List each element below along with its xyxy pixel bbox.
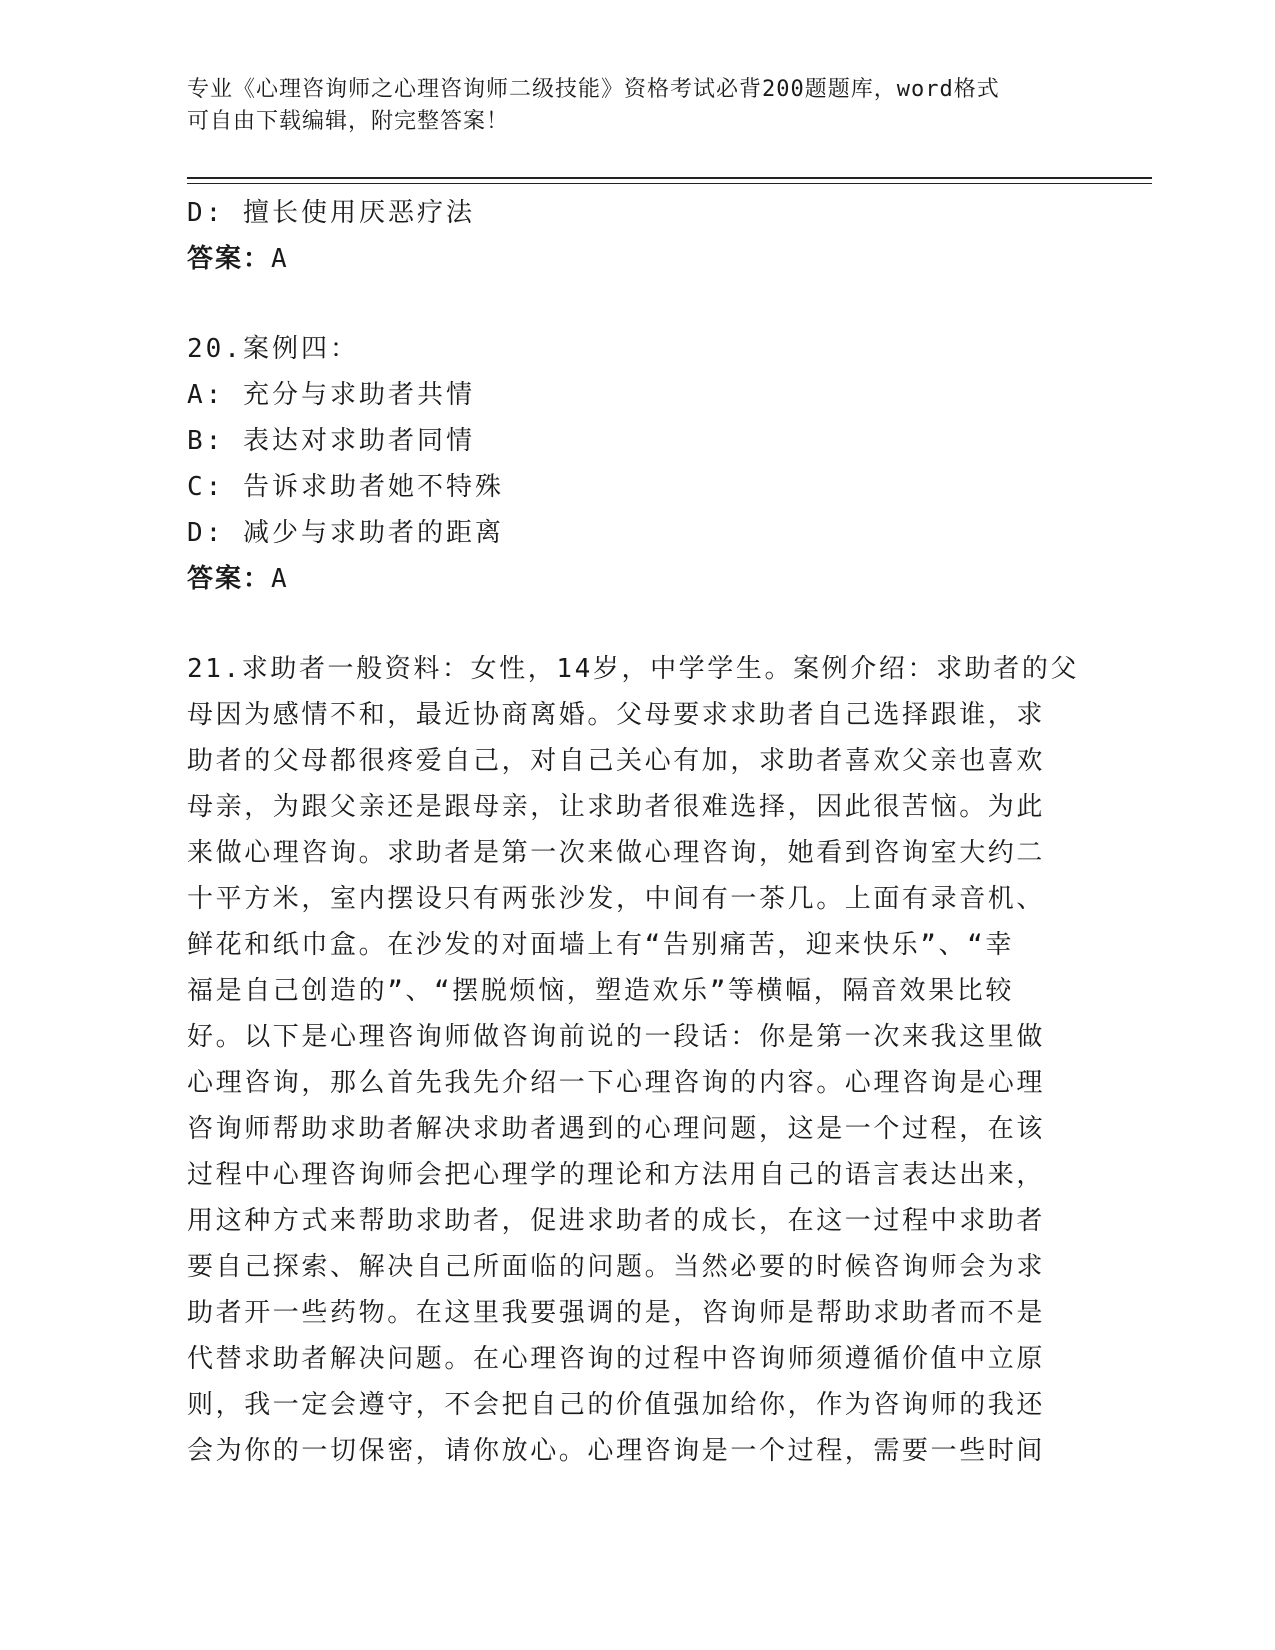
answer-label: 答案： [187, 564, 272, 594]
q20-option-b: B: 表达对求助者同情 [187, 426, 475, 456]
q21-line: 21.求助者一般资料：女性，14岁，中学学生。案例介绍：求助者的父 [187, 654, 1080, 684]
q20-option-c: C: 告诉求助者她不特殊 [187, 472, 504, 502]
q21-line: 助者开一些药物。在这里我要强调的是，咨询师是帮助求助者而不是 [187, 1298, 1046, 1328]
q21-line: 则，我一定会遵守，不会把自己的价值强加给你，作为咨询师的我还 [187, 1390, 1046, 1420]
header-divider-thin [187, 183, 1152, 184]
q21-line: 福是自己创造的”、“摆脱烦恼，塑造欢乐”等横幅，隔音效果比较 [187, 976, 1014, 1006]
q21-line: 过程中心理咨询师会把心理学的理论和方法用自己的语言表达出来， [187, 1160, 1046, 1190]
q21-line: 十平方米，室内摆设只有两张沙发，中间有一茶几。上面有录音机、 [187, 884, 1046, 914]
answer-label: 答案： [187, 244, 272, 274]
q20-stem: 20.案例四： [187, 334, 359, 364]
q21-paragraph [187, 646, 1087, 1474]
spacer [187, 282, 1087, 326]
header-line-2: 可自由下载编辑，附完整答案！ [187, 109, 510, 134]
q19-answer [187, 236, 1087, 282]
header-line-1: 专业《心理咨询师之心理咨询师二级技能》资格考试必背200题题库，word格式 [187, 77, 1000, 102]
q20-option-a: A: 充分与求助者共情 [187, 380, 475, 410]
document-body [187, 190, 1087, 1474]
q20-option-d: D: 减少与求助者的距离 [187, 518, 504, 548]
spacer [187, 602, 1087, 646]
q21-line: 母因为感情不和，最近协商离婚。父母要求求助者自己选择跟谁，求 [187, 700, 1046, 730]
q21-line: 心理咨询，那么首先我先介绍一下心理咨询的内容。心理咨询是心理 [187, 1068, 1046, 1098]
document-header [187, 74, 1067, 138]
header-divider-thick [187, 177, 1152, 179]
answer-value: A [271, 564, 289, 594]
q21-line: 代替求助者解决问题。在心理咨询的过程中咨询师须遵循价值中立原 [187, 1344, 1046, 1374]
q21-line: 咨询师帮助求助者解决求助者遇到的心理问题，这是一个过程，在该 [187, 1114, 1046, 1144]
q21-line: 鲜花和纸巾盒。在沙发的对面墙上有“告别痛苦，迎来快乐”、“幸 [187, 930, 1014, 960]
q19-option-d: D: 擅长使用厌恶疗法 [187, 198, 475, 228]
q21-line: 母亲，为跟父亲还是跟母亲，让求助者很难选择，因此很苦恼。为此 [187, 792, 1046, 822]
q21-line: 来做心理咨询。求助者是第一次来做心理咨询，她看到咨询室大约二 [187, 838, 1046, 868]
q21-line: 会为你的一切保密，请你放心。心理咨询是一个过程，需要一些时间 [187, 1436, 1046, 1466]
answer-value: A [271, 244, 289, 274]
q21-line: 好。以下是心理咨询师做咨询前说的一段话：你是第一次来我这里做 [187, 1022, 1046, 1052]
q20-answer [187, 556, 1087, 602]
q21-line: 要自己探索、解决自己所面临的问题。当然必要的时候咨询师会为求 [187, 1252, 1046, 1282]
q21-line: 助者的父母都很疼爱自己，对自己关心有加，求助者喜欢父亲也喜欢 [187, 746, 1046, 776]
q21-line: 用这种方式来帮助求助者，促进求助者的成长，在这一过程中求助者 [187, 1206, 1046, 1236]
